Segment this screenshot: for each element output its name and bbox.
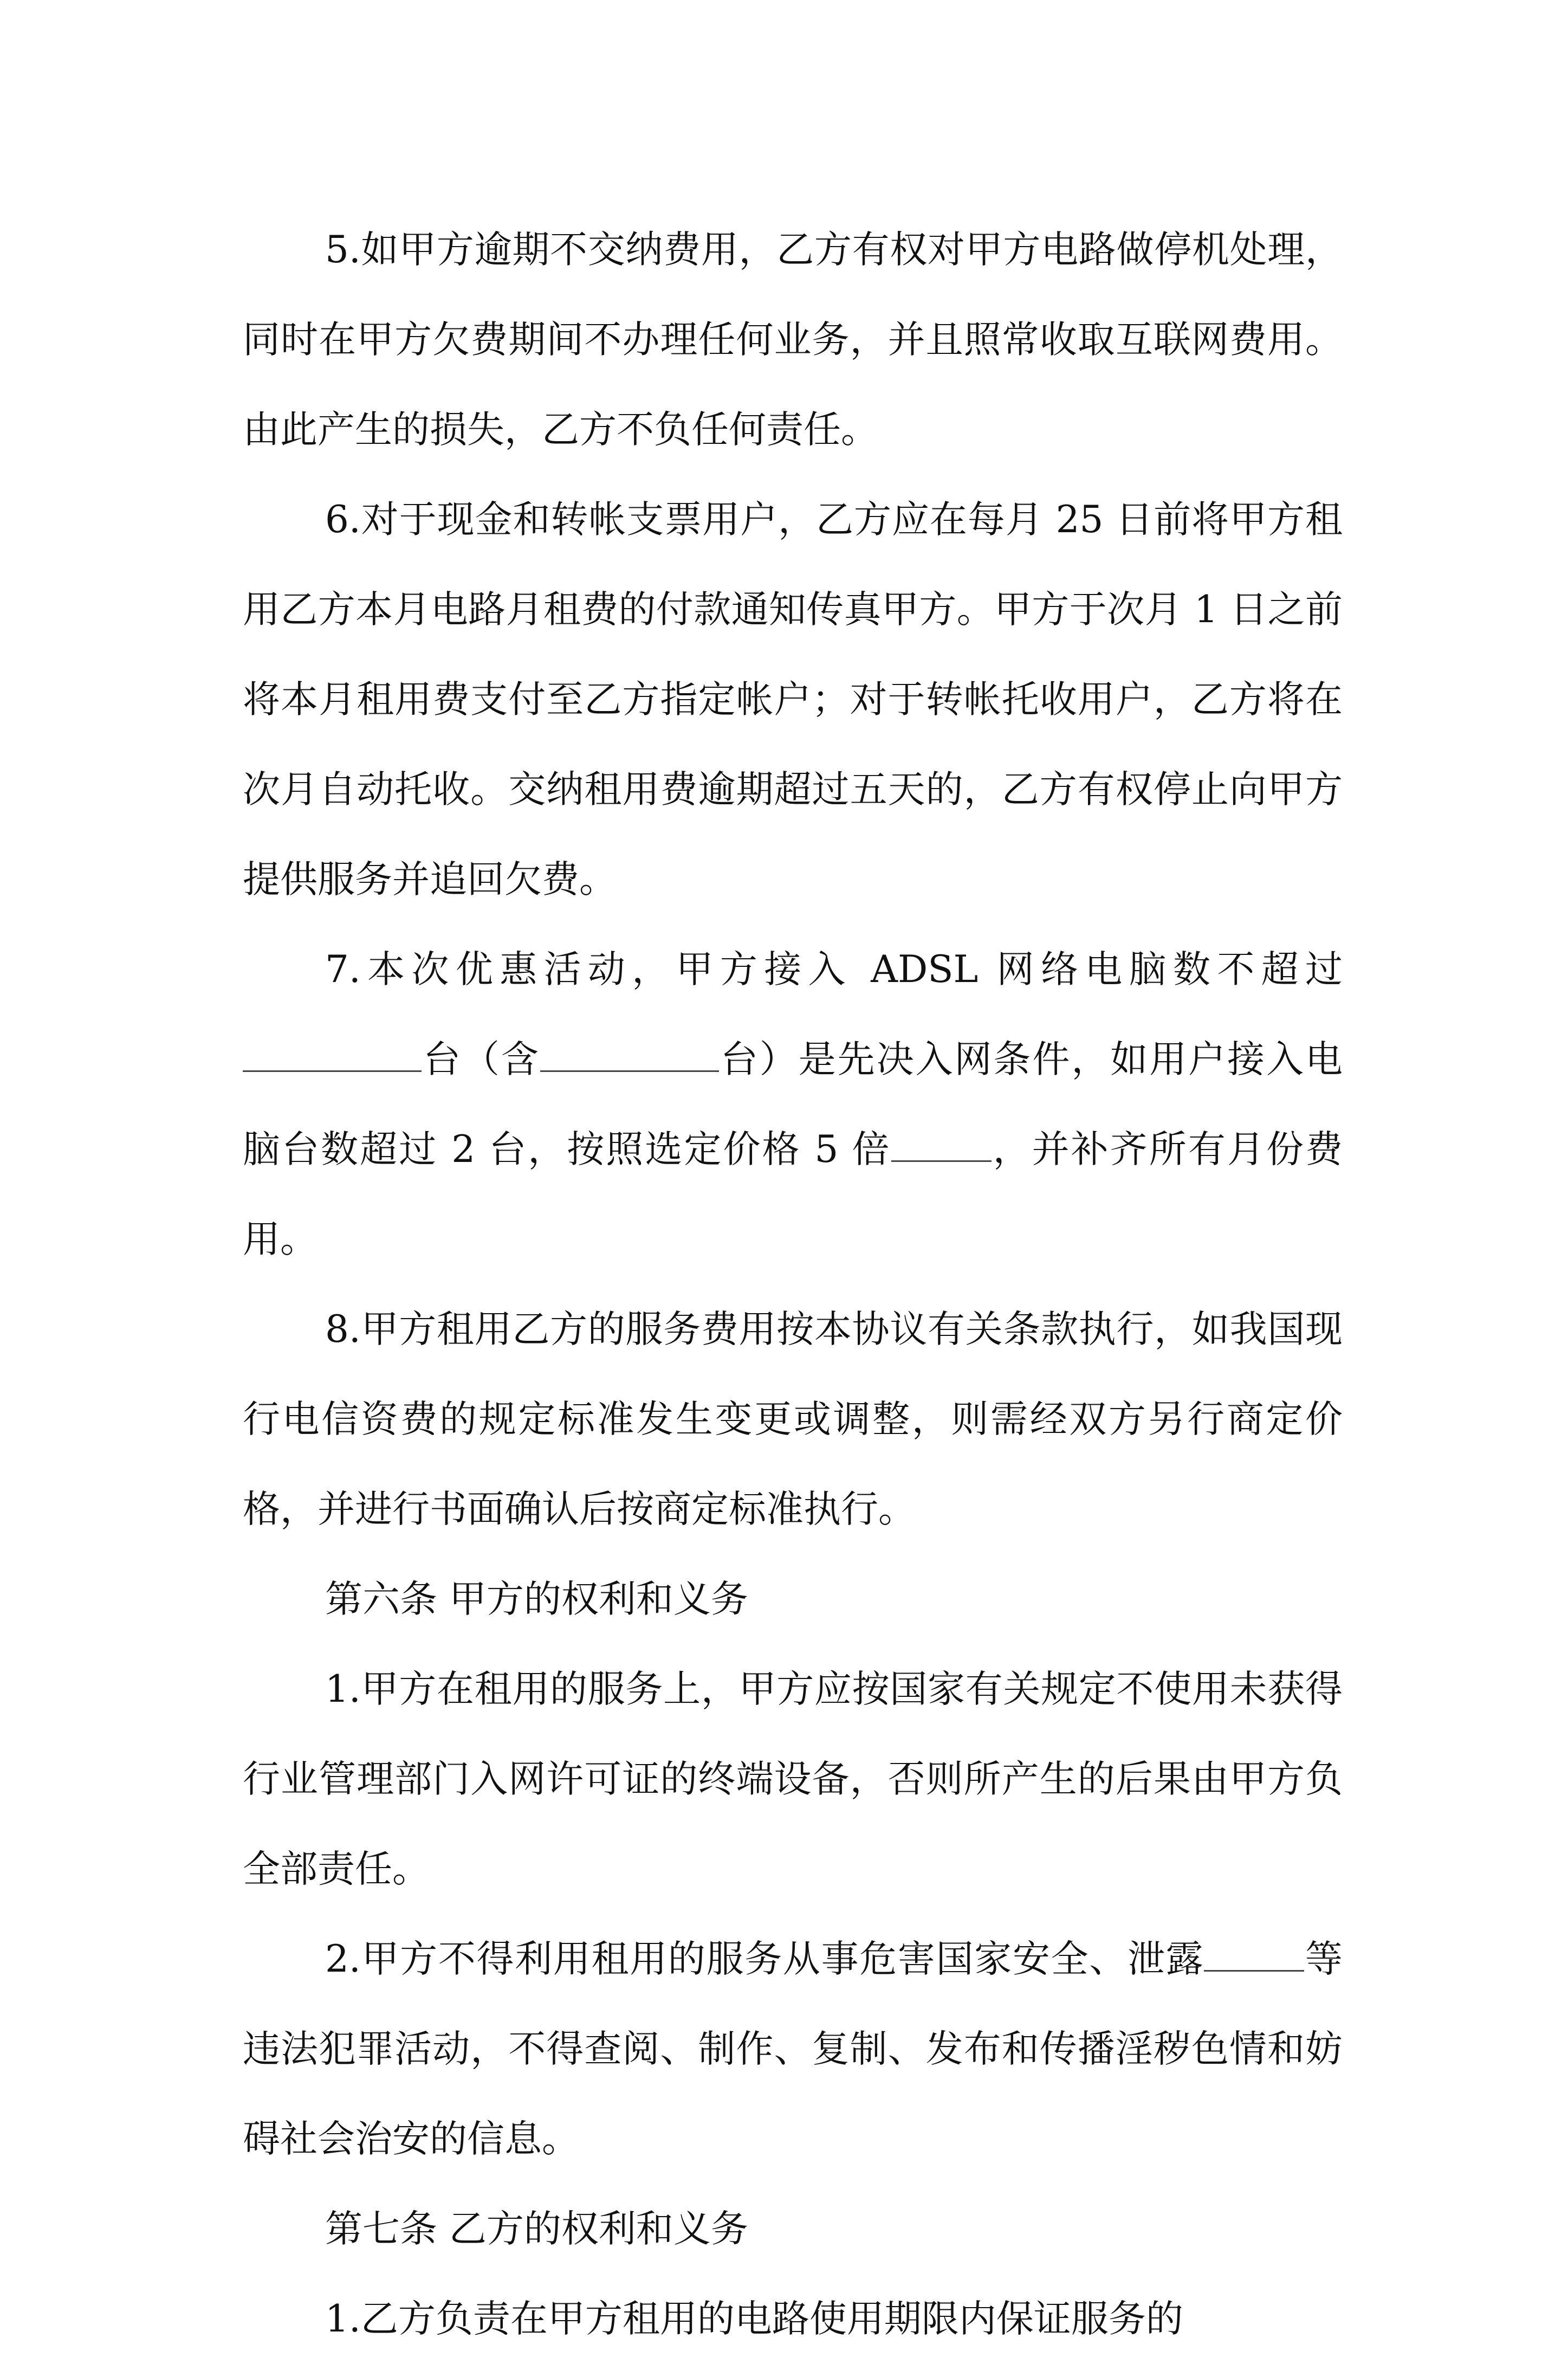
clause-7-text-b: 台（含 [422, 1038, 540, 1081]
clause-7-paragraph [243, 925, 1343, 1284]
fill-in-blank [243, 1040, 422, 1072]
article-6-heading: 第六条 甲方的权利和义务 [325, 1578, 748, 1621]
fill-in-blank [1204, 1940, 1304, 1972]
article-6-clause-2 [243, 1914, 1343, 2184]
fill-in-blank [540, 1040, 719, 1072]
article-6-clause-2-text-a: 2.甲方不得利用租用的服务从事危害国家安全、泄露 [325, 1937, 1204, 1981]
clause-8-paragraph: 8.甲方租用乙方的服务费用按本协议有关条款执行，如我国现行电信资费的规定标准发生变更或调整，则需经双方另行商定价格，并进行书面确认后按商定标准执行。 [243, 1308, 1343, 1531]
article-6-clause-1: 1.甲方在租用的服务上，甲方应按国家有关规定不使用未获得行业管理部门入网许可证的终端设备，否则所产生的后果由甲方负全部责任。 [243, 1668, 1343, 1891]
article-7-clause-1: 1.乙方负责在甲方租用的电路使用期限内保证服务的 [325, 2297, 1183, 2341]
clause-7-text-c: 台）是先决入网条件，如用户接入电脑台数超过 2 台，按照选定价格 5 倍 [243, 1038, 1343, 1171]
fill-in-blank [891, 1130, 992, 1162]
clause-7-text-a: 7.本次优惠活动，甲方接入 ADSL 网络电脑数不超过 [325, 948, 1343, 991]
article-7-heading: 第七条 乙方的权利和义务 [325, 2207, 748, 2251]
clause-7-text-d: ，并补齐所有月份费用。 [243, 1128, 1343, 1261]
clause-5-paragraph: 5.如甲方逾期不交纳费用，乙方有权对甲方电路做停机处理，同时在甲方欠费期间不办理任何业务，并且照常收取互联网费用。由此产生的损失，乙方不负任何责任。 [243, 228, 1343, 451]
document-page [243, 205, 1343, 2364]
clause-6-paragraph: 6.对于现金和转帐支票用户，乙方应在每月 25 日前将甲方租用乙方本月电路月租费的付款通知传真甲方。甲方于次月 1 日之前将本月租用费支付至乙方指定帐户；对于转帐托收用户，乙方将在次月自动托收。交纳租用费逾期超过五天的，乙方有权停止向甲方提供服务并追回欠费。 [243, 498, 1343, 901]
article-6-clause-2-text-b: 等违法犯罪活动，不得查阅、制作、复制、发布和传播淫秽色情和妨碍社会治安的信息。 [243, 1937, 1343, 2161]
